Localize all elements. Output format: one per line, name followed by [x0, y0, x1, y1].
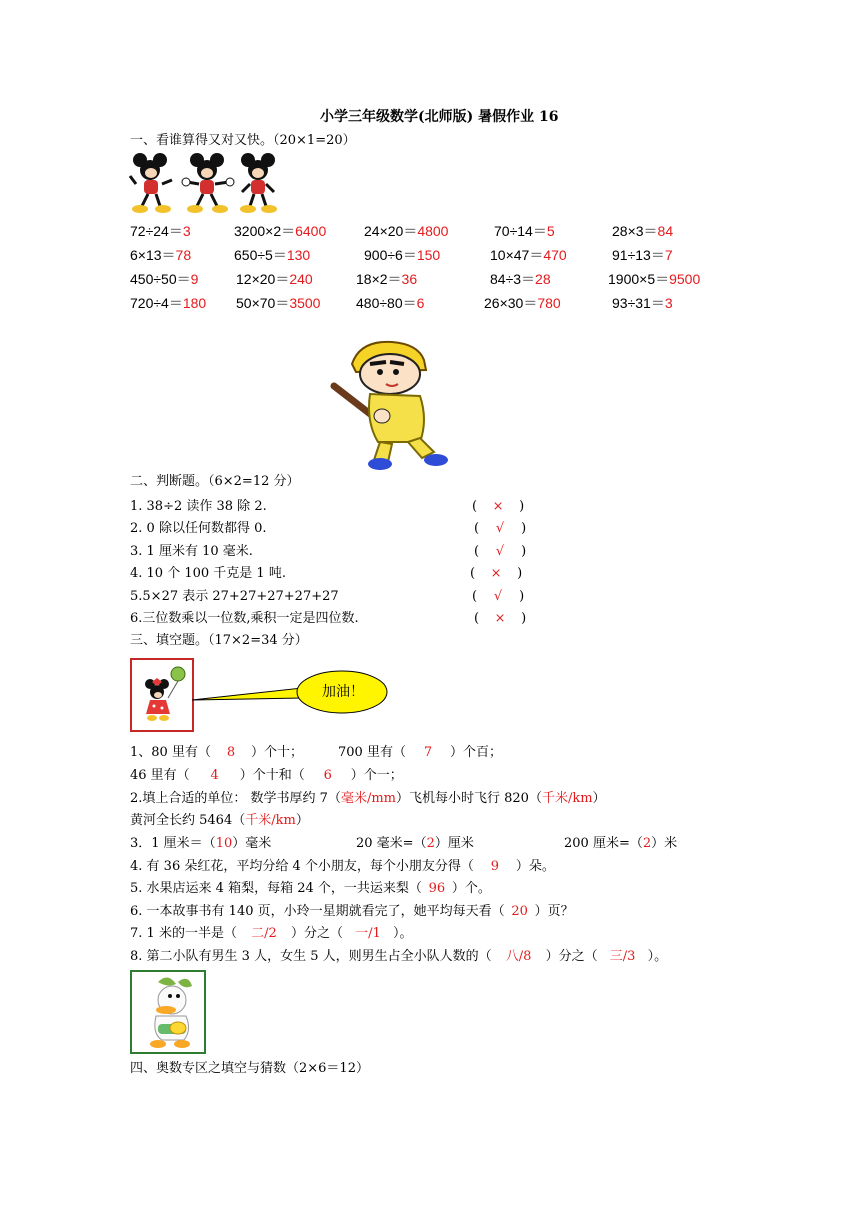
problem: 6×13＝78	[130, 247, 192, 263]
fill-q8: 8. 第二小队有男生 3 人，女生 5 人，则男生占全小队人数的（ 八/8 ）分之（ 三/3 ）。	[130, 949, 668, 964]
problem: 72÷24＝3	[130, 223, 191, 239]
judgment-item: 4. 10 个 100 千克是 1 吨.	[130, 566, 286, 581]
problem: 26×30＝780	[484, 295, 561, 311]
judgment-answer: ( √ )	[472, 589, 525, 604]
daisy-frame	[130, 970, 206, 1054]
judgment-answer: ( × )	[470, 566, 523, 581]
bubble-text: 加油！	[322, 684, 364, 700]
section1-heading: 一、看谁算得又对又快。（20×1=20）	[130, 133, 356, 148]
judgment-item: 1. 38÷2 读作 38 除 2.	[130, 499, 267, 514]
problem: 720÷4＝180	[130, 295, 207, 311]
minnie-frame	[130, 658, 194, 732]
fill-q3-a: 3．1 厘米＝（10）毫米	[130, 836, 272, 851]
baby-daisy-duck-icon	[132, 972, 204, 1052]
fill-q2-line2: 黄河全长约 5464（千米/km）	[130, 813, 309, 828]
problem: 650÷5＝130	[234, 247, 311, 263]
problem: 28×3＝84	[612, 223, 674, 239]
fill-q4: 4. 有 36 朵红花，平均分给 4 个小朋友，每个小朋友分得（ 9 ）朵。	[130, 859, 555, 874]
fill-q1-line2: 46 里有（ 4 ）个十和（ 6 ）个一；	[130, 768, 403, 783]
page-title: 小学三年级数学(北师版) 暑假作业 16	[320, 109, 559, 125]
mickey-mouse-trio-icon	[128, 152, 280, 214]
problem: 91÷13＝7	[612, 247, 673, 263]
problem: 480÷80＝6	[356, 295, 425, 311]
judgment-item: 6.三位数乘以一位数,乘积一定是四位数.	[130, 611, 359, 626]
problem: 10×47＝470	[490, 247, 567, 263]
fill-q1-line1: 1、80 里有（ 8 ）个十；	[130, 745, 303, 760]
judgment-item: 5.5×27 表示 27+27+27+27+27	[130, 589, 339, 604]
problem: 1900×5＝9500	[608, 271, 701, 287]
problem: 70÷14＝5	[494, 223, 555, 239]
problem: 12×20＝240	[236, 271, 313, 287]
problem: 50×70＝3500	[236, 295, 321, 311]
minnie-mouse-balloon-icon	[132, 660, 192, 730]
problem: 24×20＝4800	[364, 223, 449, 239]
baseball-boy-cartoon-icon	[330, 334, 458, 474]
fill-q1-line1b: 700 里有（ 7 ）个百；	[338, 745, 502, 760]
fill-q5: 5. 水果店运来 4 箱梨，每箱 24 个，一共运来梨（ 96 ）个。	[130, 881, 491, 896]
section3-heading: 三、填空题。（17×2=34 分）	[130, 633, 308, 648]
section4-heading: 四、奥数专区之填空与猜数（2×6＝12）	[130, 1061, 369, 1076]
problem: 84÷3＝28	[490, 271, 551, 287]
problem: 18×2＝36	[356, 271, 418, 287]
section2-heading: 二、判断题。（6×2=12 分）	[130, 474, 300, 489]
problem: 93÷31＝3	[612, 295, 673, 311]
fill-q3-c: 200 厘米=（2）米	[564, 836, 678, 851]
fill-q2-line1: 2.填上合适的单位： 数学书厚约 7（毫米/mm）飞机每小时飞行 820（千米/km）	[130, 791, 606, 806]
fill-q7: 7. 1 米的一半是（ 二/2 ）分之（ 一/1 ）。	[130, 926, 413, 941]
problem: 450÷50＝9	[130, 271, 199, 287]
judgment-item: 3. 1 厘米有 10 毫米.	[130, 544, 253, 559]
problem: 900÷6＝150	[364, 247, 441, 263]
fill-q3-b: 20 毫米=（2）厘米	[356, 836, 474, 851]
judgment-answer: ( × )	[474, 611, 527, 626]
fill-q6: 6. 一本故事书有 140 页，小玲一星期就看完了，她平均每天看（ 20 ）页？	[130, 904, 574, 919]
problem: 3200×2＝6400	[234, 223, 327, 239]
judgment-answer: ( × )	[472, 499, 525, 514]
judgment-item: 2. 0 除以任何数都得 0.	[130, 521, 267, 536]
judgment-answer: ( √ )	[474, 521, 527, 536]
judgment-answer: ( √ )	[474, 544, 527, 559]
